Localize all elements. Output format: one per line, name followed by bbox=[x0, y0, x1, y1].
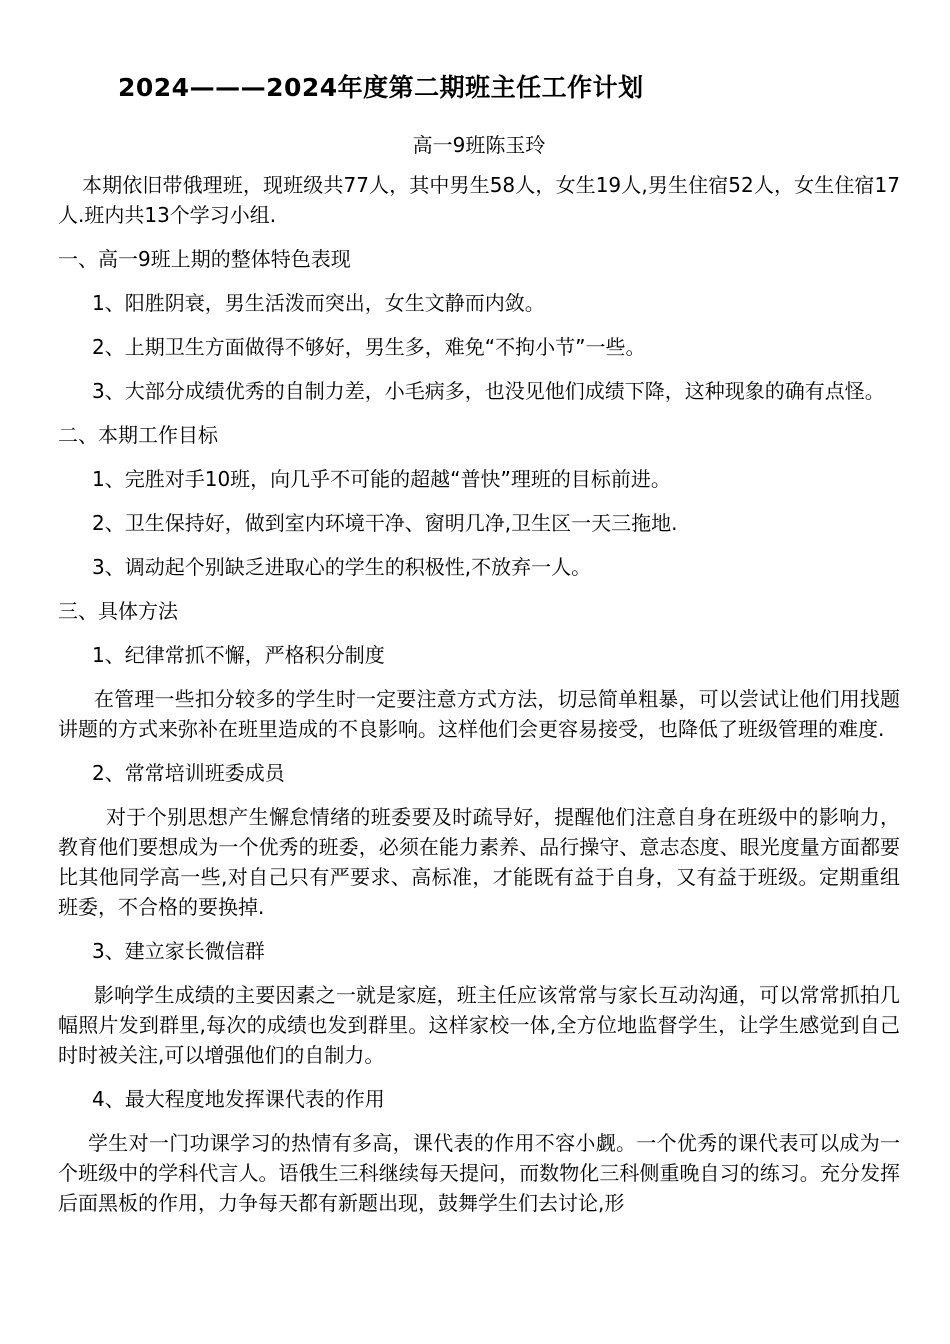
document-title: 2024———2024年度第二期班主任工作计划 bbox=[118, 73, 644, 102]
section-1-item-1: 1、阳胜阴衰，男生活泼而突出，女生文静而内敛。 bbox=[92, 291, 545, 315]
method-3-heading: 3、建立家长微信群 bbox=[92, 939, 265, 963]
method-1-heading: 1、纪律常抓不懈，严格积分制度 bbox=[92, 643, 385, 667]
method-3-body: 影响学生成绩的主要因素之一就是家庭，班主任应该常常与家长互动沟通，可以常常抓拍几幅照片发到群里,每次的成绩也发到群里。这样家校一体,全方位地监督学生，让学生感觉到自己时时被关注,可以增强他们的自制力。 bbox=[58, 983, 900, 1067]
method-4-heading: 4、最大程度地发挥课代表的作用 bbox=[92, 1087, 385, 1111]
section-1-heading: 一、高一9班上期的整体特色表现 bbox=[58, 247, 351, 271]
section-3-heading: 三、具体方法 bbox=[58, 599, 178, 623]
method-2-heading: 2、常常培训班委成员 bbox=[92, 761, 285, 785]
method-4-body: 学生对一门功课学习的热情有多高，课代表的作用不容小觑。一个优秀的课代表可以成为一个班级中的学科代言人。语俄生三科继续每天提问，而数物化三科侧重晚自习的练习。充分发挥后面黑板的作用，力争每天都有新题出现，鼓舞学生们去讨论,形 bbox=[58, 1131, 900, 1215]
document-author: 高一9班陈玉玲 bbox=[412, 133, 546, 157]
document-page bbox=[58, 70, 900, 1218]
intro-paragraph: 本期依旧带俄理班，现班级共77人，其中男生58人，女生19人,男生住宿52人，女生住宿17人.班内共13个学习小组. bbox=[58, 173, 900, 227]
section-2-item-3: 3、调动起个别缺乏进取心的学生的积极性,不放弃一人。 bbox=[92, 555, 592, 579]
method-1-body: 在管理一些扣分较多的学生时一定要注意方式方法，切忌简单粗暴，可以尝试让他们用找题讲题的方式来弥补在班里造成的不良影响。这样他们会更容易接受，也降低了班级管理的难度. bbox=[58, 687, 900, 741]
section-2-heading: 二、本期工作目标 bbox=[58, 423, 218, 447]
section-2-item-2: 2、卫生保持好，做到室内环境干净、窗明几净,卫生区一天三拖地. bbox=[92, 511, 678, 535]
section-1-item-3: 3、大部分成绩优秀的自制力差，小毛病多，也没见他们成绩下降，这种现象的确有点怪。 bbox=[92, 379, 885, 403]
section-2-item-1: 1、完胜对手10班，向几乎不可能的超越“普快”理班的目标前进。 bbox=[92, 467, 671, 491]
section-1-item-2: 2、上期卫生方面做得不够好，男生多，难免“不拘小节”一些。 bbox=[92, 335, 646, 359]
method-2-body: 对于个别思想产生懈怠情绪的班委要及时疏导好，提醒他们注意自身在班级中的影响力，教育他们要想成为一个优秀的班委，必须在能力素养、品行操守、意志态度、眼光度量方面都要比其他同学高一些,对自己只有严要求、高标准，才能既有益于自身，又有益于班级。定期重组班委，不合格的要换掉. bbox=[58, 805, 900, 919]
